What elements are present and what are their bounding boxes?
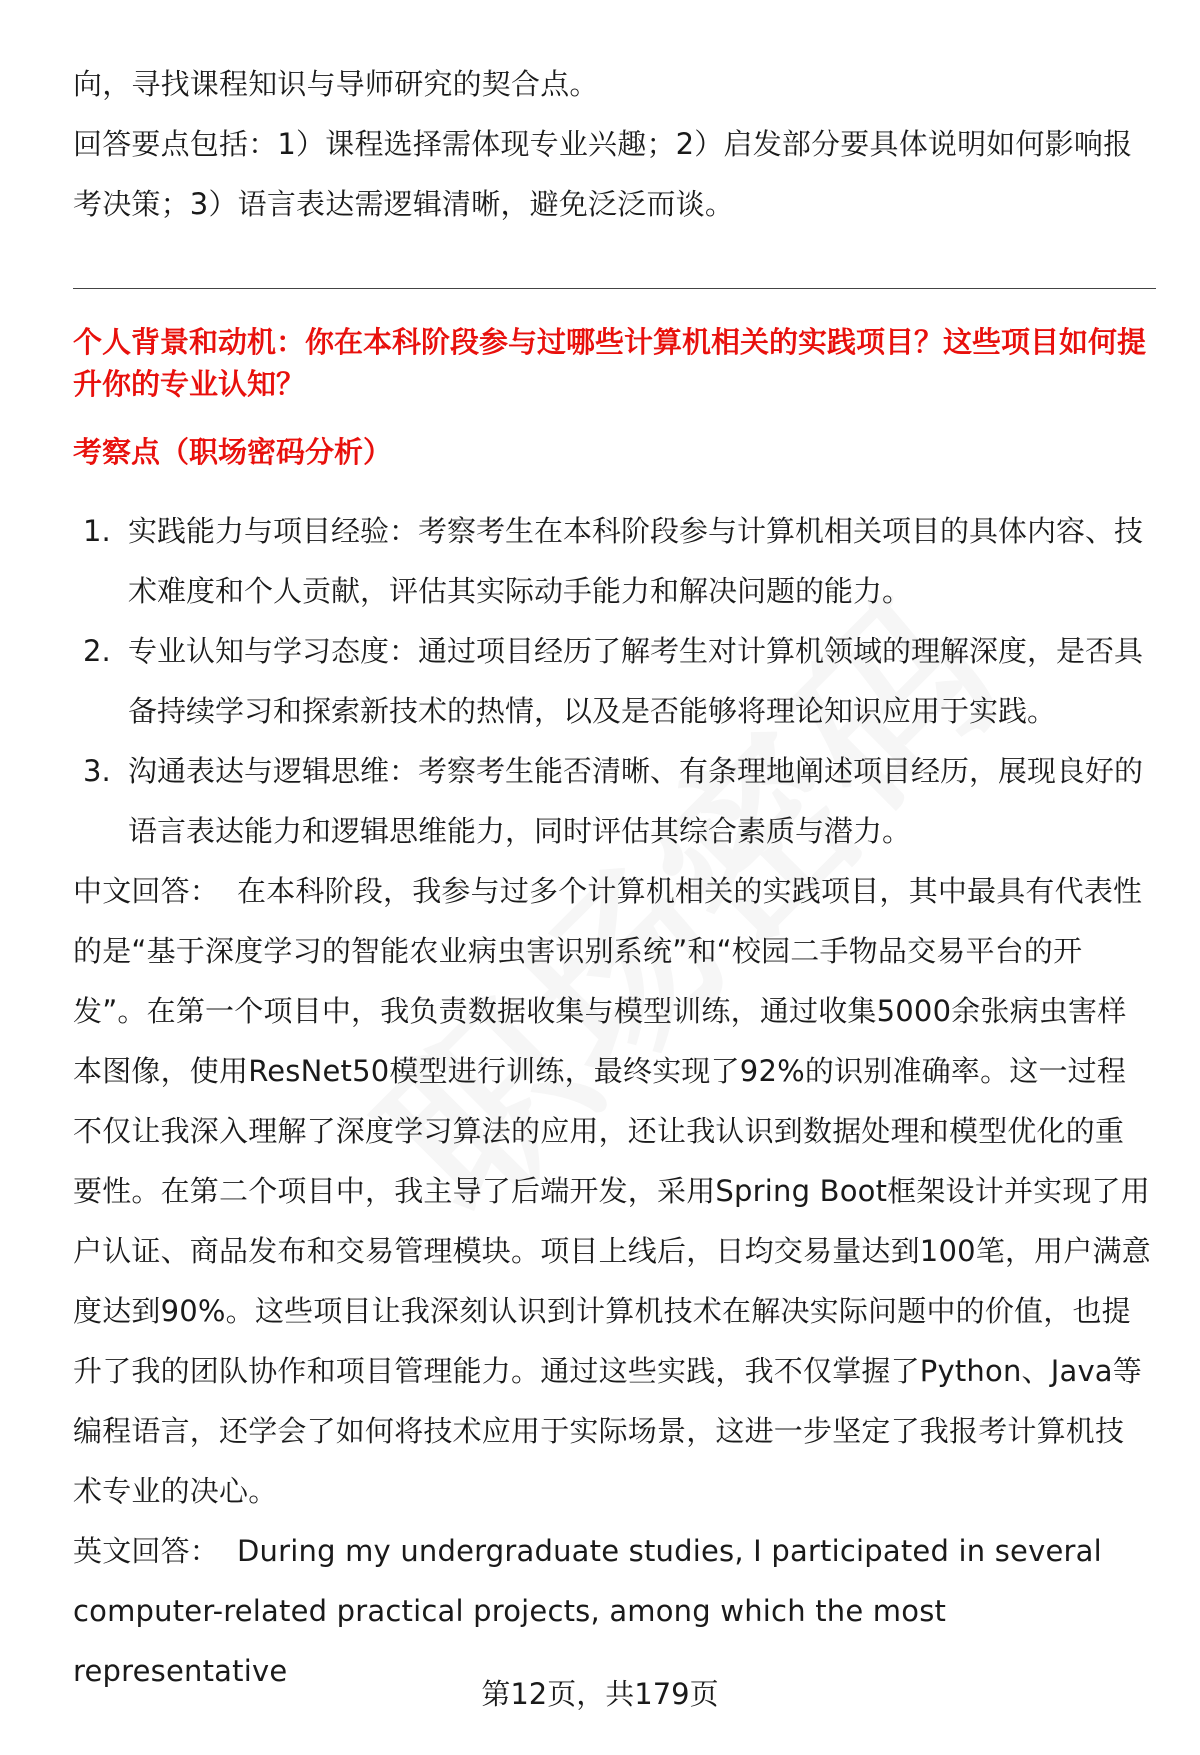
list-item — [73, 621, 1153, 741]
list-item — [73, 741, 1153, 861]
section-title: 考察点（职场密码分析） — [73, 435, 393, 469]
page-number-footer: 第12页，共179页 — [481, 1677, 719, 1711]
list-item-text: 沟通表达与逻辑思维：考察考生能否清晰、有条理地阐述项目经历，展现良好的语言表达能力和逻辑思维能力，同时评估其综合素质与潜力。 — [128, 754, 1144, 848]
document-page — [73, 54, 1153, 1701]
section-divider — [73, 288, 1156, 289]
question-heading: 个人背景和动机：你在本科阶段参与过哪些计算机相关的实践项目？这些项目如何提升你的专业认知？ — [73, 325, 1147, 401]
intro-line-1: 向，寻找课程知识与导师研究的契合点。 — [73, 67, 599, 101]
list-item-number: 3. — [83, 754, 111, 788]
list-item-number: 1. — [83, 514, 111, 548]
list-item — [73, 501, 1153, 621]
chinese-answer — [73, 861, 1153, 1521]
chinese-answer-label: 中文回答： — [73, 874, 220, 908]
list-item-text: 实践能力与项目经验：考察考生在本科阶段参与计算机相关项目的具体内容、技术难度和个人贡献，评估其实际动手能力和解决问题的能力。 — [128, 514, 1144, 608]
english-answer-text: During my undergraduate studies, I participated in several computer-related practical projects, among which the most representative — [73, 1534, 1102, 1688]
list-item-text: 专业认知与学习态度：通过项目经历了解考生对计算机领域的理解深度，是否具备持续学习和探索新技术的热情，以及是否能够将理论知识应用于实践。 — [128, 634, 1144, 728]
list-item-number: 2. — [83, 634, 111, 668]
evaluation-points-list — [73, 501, 1153, 861]
chinese-answer-text: 在本科阶段，我参与过多个计算机相关的实践项目，其中最具有代表性的是“基于深度学习的智能农业病虫害识别系统”和“校园二手物品交易平台的开发”。在第一个项目中，我负责数据收集与模型训练，通过收集5000余张病虫害样本图像，使用ResNet50模型进行训练，最终实现了92%的识别准确率。这一过程不仅让我深入理解了深度学习算法的应用，还让我认识到数据处理和模型优化的重要性。在第二个项目中，我主导了后端开发，采用Spring Boot框架设计并实现了用户认证、商品发布和交易管理模块。项目上线后，日均交易量达到100笔，用户满意度达到90%。这些项目让我深刻认识到计算机技术在解决实际问题中的价值，也提升了我的团队协作和项目管理能力。通过这些实践，我不仅掌握了Python、Java等编程语言，还学会了如何将技术应用于实际场景，这进一步坚定了我报考计算机技术专业的决心。 — [73, 874, 1151, 1508]
english-answer-label: 英文回答： — [73, 1534, 220, 1568]
intro-line-2: 回答要点包括：1）课程选择需体现专业兴趣；2）启发部分要具体说明如何影响报考决策；3）语言表达需逻辑清晰，避免泛泛而谈。 — [73, 127, 1133, 221]
